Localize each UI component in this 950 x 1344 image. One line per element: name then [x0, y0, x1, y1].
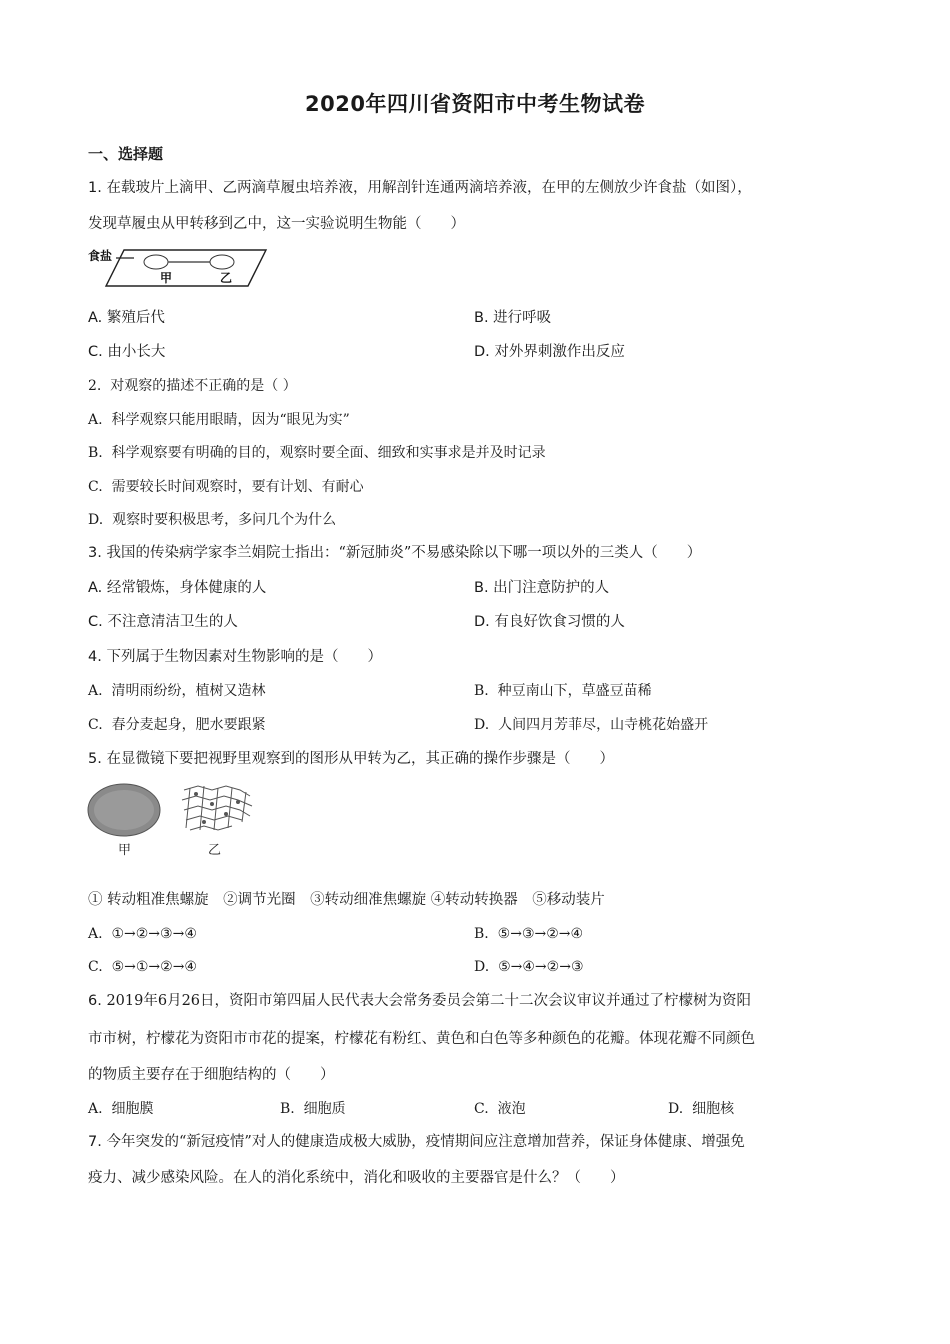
page-title: 2020年四川省资阳市中考生物试卷: [305, 92, 645, 116]
option-c[interactable]: C. 液泡: [474, 1101, 526, 1117]
option-d[interactable]: D. ⑤→④→②→③: [474, 959, 584, 975]
question-7-line-1: 7. 今年突发的“新冠疫情”对人的健康造成极大威胁，疫情期间应注意增加营养，保证身体健康、增强免: [88, 1134, 745, 1150]
section-heading: 一、选择题: [88, 145, 164, 163]
question-5: 5. 在显微镜下要把视野里观察到的图形从甲转为乙，其正确的操作步骤是（ ）: [88, 751, 614, 767]
question-1-line-1: [88, 178, 752, 198]
option-c[interactable]: C. 春分麦起身，肥水要跟紧: [88, 717, 266, 733]
question-text: 在载玻片上滴甲、乙两滴草履虫培养液，用解剖针连通两滴培养液，在甲的左侧放少许食盐（如图），: [106, 180, 752, 196]
question-3: 3. 我国的传染病学家李兰娟院士指出：“新冠肺炎”不易感染除以下哪一项以外的三类人（ ）: [88, 545, 702, 561]
question-4: 4. 下列属于生物因素对生物影响的是（ ）: [88, 649, 382, 665]
option-b[interactable]: B. 出门注意防护的人: [474, 580, 610, 596]
option-b[interactable]: B. 细胞质: [280, 1101, 346, 1117]
figure-label-salt: 食盐: [88, 249, 113, 263]
option-d[interactable]: D. 对外界刺激作出反应: [474, 344, 625, 360]
question-2: 2. 对观察的描述不正确的是（ ）: [88, 378, 297, 394]
option-a[interactable]: A. 科学观察只能用眼睛，因为“眼见为实”: [88, 412, 350, 428]
option-c[interactable]: C. 不注意清洁卫生的人: [88, 614, 238, 630]
option-c[interactable]: C. ⑤→①→②→④: [88, 959, 197, 975]
option-c[interactable]: C. 由小长大: [88, 344, 166, 360]
figure-label-yi: 乙: [220, 271, 233, 285]
question-6-line-3: 的物质主要存在于细胞结构的（ ）: [88, 1067, 335, 1083]
option-b[interactable]: B. 科学观察要有明确的目的，观察时要全面、细致和实事求是并及时记录: [88, 445, 546, 461]
option-b[interactable]: B. 进行呼吸: [474, 310, 552, 326]
question-number: 1.: [88, 180, 102, 196]
option-a[interactable]: A. 繁殖后代: [88, 310, 165, 326]
operation-steps: ① 转动粗准焦螺旋 ②调节光圈 ③转动细准焦螺旋 ④转动转换器 ⑤移动装片: [88, 892, 605, 908]
question-7-line-2: 疫力、减少感染风险。在人的消化系统中，消化和吸收的主要器官是什么？（ ）: [88, 1170, 625, 1186]
option-a[interactable]: A. ①→②→③→④: [88, 926, 197, 942]
option-d[interactable]: D. 观察时要积极思考，多问几个为什么: [88, 512, 337, 528]
salt-slide-figure: [88, 244, 268, 292]
cell-view-yi: [182, 786, 252, 830]
option-d[interactable]: D. 人间四月芳菲尽，山寺桃花始盛开: [474, 717, 709, 733]
question-6-line-2: 市市树，柠檬花为资阳市市花的提案，柠檬花有粉红、黄色和白色等多种颜色的花瓣。体现花瓣不同颜色: [88, 1031, 755, 1047]
figure-label-jia: 甲: [160, 271, 173, 285]
question-1-line-2: 发现草履虫从甲转移到乙中，这一实验说明生物能（ ）: [88, 216, 465, 232]
figure-label-jia: 甲: [118, 843, 132, 858]
option-b[interactable]: B. ⑤→③→②→④: [474, 926, 584, 942]
figure-label-yi: 乙: [208, 843, 222, 858]
option-a[interactable]: A. 经常锻炼，身体健康的人: [88, 580, 267, 596]
option-d[interactable]: D. 细胞核: [668, 1101, 735, 1117]
question-6-line-1: 6. 2019年6月26日，资阳市第四届人民代表大会常务委员会第二十二次会议审议并通过了柠檬树为资阳: [88, 993, 752, 1009]
microscope-view-figure: [86, 780, 266, 864]
option-c[interactable]: C. 需要较长时间观察时，要有计划、有耐心: [88, 479, 364, 495]
option-a[interactable]: A. 清明雨纷纷，植树又造林: [88, 683, 266, 699]
option-a[interactable]: A. 细胞膜: [88, 1101, 154, 1117]
option-d[interactable]: D. 有良好饮食习惯的人: [474, 614, 625, 630]
option-b[interactable]: B. 种豆南山下，草盛豆苗稀: [474, 683, 652, 699]
